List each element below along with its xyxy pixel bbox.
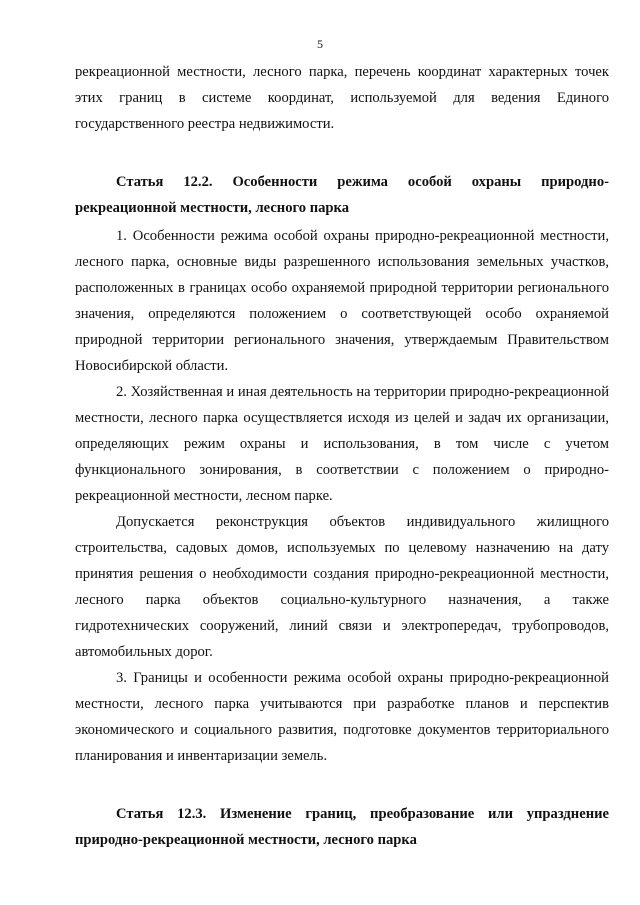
article-12-3-heading: Статья 12.3. Изменение границ, преобразование или упразднение природно-рекреационной местности, лесного парка bbox=[75, 806, 609, 848]
document-body bbox=[75, 59, 609, 853]
spacer bbox=[75, 137, 609, 169]
spacer bbox=[75, 769, 609, 801]
paragraph-1: 1. Особенности режима особой охраны природно-рекреационной местности, лесного парка, основные виды разрешенного использования земельных участков, расположенных в границах особо охраняемой природной территории регионального значения, определяются положением о соответствующей особо охраняемой природной территории регионального значения, утверждаемым Правительством Новосибирской области. bbox=[75, 228, 609, 374]
page-number: 5 bbox=[317, 37, 323, 51]
paragraph-3: 3. Границы и особенности режима особой охраны природно-рекреационной местности, лесного парка учитываются при разработке планов и перспектив экономического и социального развития, подготовке документов территориального планирования и инвентаризации земель. bbox=[75, 670, 609, 764]
article-12-2-heading: Статья 12.2. Особенности режима особой охраны природно-рекреационной местности, лесного парка bbox=[75, 174, 609, 216]
paragraph-2: 2. Хозяйственная и иная деятельность на территории природно-рекреационной местности, лесного парка осуществляется исходя из целей и задач их организации, определяющих режим охраны и использования, в том числе с учетом функционального зонирования, в соответствии с положением о природно-рекреационной местности, лесном парке. bbox=[75, 384, 610, 504]
intro-paragraph: рекреационной местности, лесного парка, перечень координат характерных точек этих границ в системе координат, используемой для ведения Единого государственного реестра недвижимости. bbox=[75, 64, 609, 132]
paragraph-2-continued: Допускается реконструкция объектов индивидуального жилищного строительства, садовых домов, используемых по целевому назначению на дату принятия решения о необходимости создания природно-рекреационной местности, лесного парка объектов социально-культурного назначения, а также гидротехнических сооружений, линий связи и электропередач, трубопроводов, автомобильных дорог. bbox=[75, 514, 609, 660]
